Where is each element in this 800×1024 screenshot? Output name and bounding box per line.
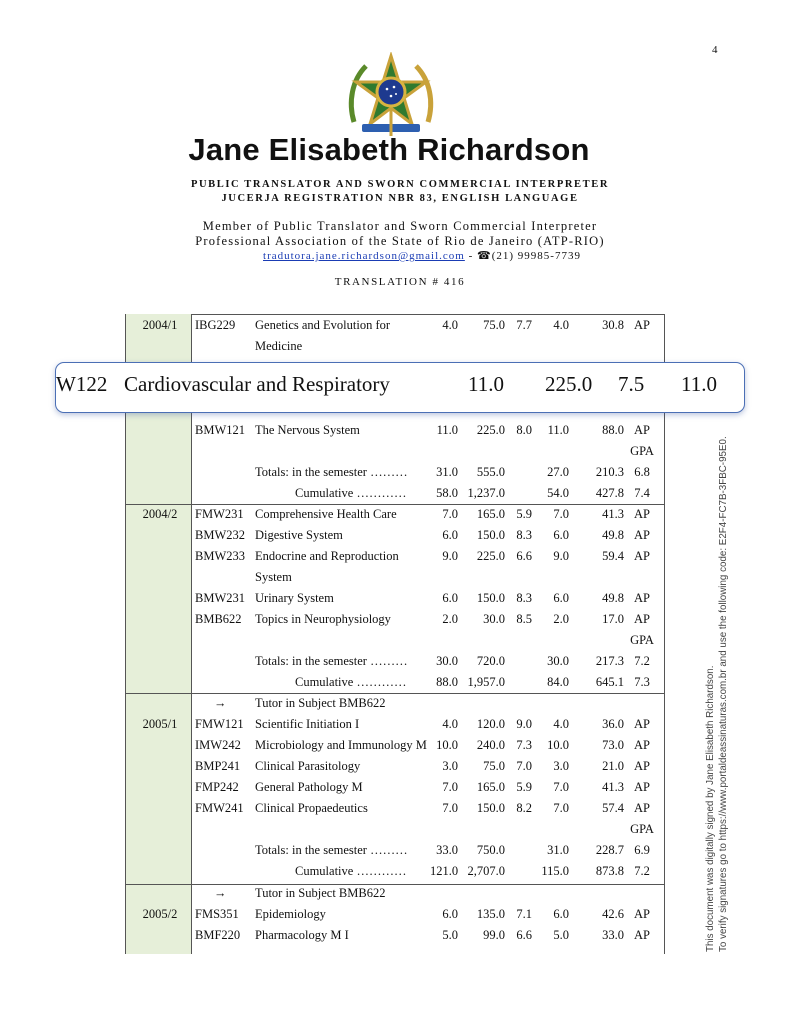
points-cell: 645.1	[595, 675, 624, 689]
hours-cell: 1,957.0	[467, 675, 505, 689]
status-cell: GPA	[630, 444, 654, 458]
course-code-cell: FMP242	[195, 780, 239, 794]
semester-cell: 2004/1	[142, 318, 178, 332]
credits-earned-cell: 30.0	[547, 654, 569, 668]
course-code-cell: BMW233	[195, 549, 245, 563]
credits-cell: 88.0	[436, 675, 458, 689]
credits-earned-cell: 31.0	[547, 843, 569, 857]
subject-cell: Genetics and Evolution for	[255, 318, 391, 332]
credits-earned-cell: 9.0	[553, 549, 569, 563]
credits-cell: 6.0	[442, 591, 458, 605]
credits-earned-cell: 4.0	[553, 717, 569, 731]
course-code-cell: FMW121	[195, 717, 244, 731]
credits-cell: 7.0	[442, 780, 458, 794]
hours-cell: 150.0	[476, 801, 505, 815]
subject-cell: Pharmacology M I	[255, 928, 349, 942]
subject-cell: Cumulative …………	[295, 486, 407, 500]
credits-cell: 58.0	[436, 486, 458, 500]
grade-cell: 8.3	[516, 528, 532, 542]
course-code-cell: BMB622	[195, 612, 242, 626]
subject-cell: Clinical Propaedeutics	[255, 801, 368, 815]
status-cell: GPA	[630, 633, 654, 647]
subject-cell: Totals: in the semester ………	[255, 843, 408, 857]
magnified-code: W122	[56, 372, 108, 396]
status-cell: AP	[634, 528, 650, 542]
points-cell: 873.8	[595, 864, 624, 878]
phone-icon: ☎	[477, 250, 492, 262]
credits-cell: 33.0	[436, 843, 458, 857]
subject-cell: Totals: in the semester ………	[255, 654, 408, 668]
hours-cell: 2,707.0	[467, 864, 505, 878]
course-code-cell: IMW242	[195, 738, 241, 752]
subject-cell: Tutor in Subject BMB622	[255, 696, 386, 710]
magnified-grade: 7.5	[618, 372, 645, 396]
credits-cell: 11.0	[436, 423, 458, 437]
status-cell: 6.8	[634, 465, 650, 479]
contact-line	[0, 249, 800, 262]
semester-cell: 2005/2	[142, 907, 178, 921]
grade-cell: 8.3	[516, 591, 532, 605]
course-code-cell: BMF220	[195, 928, 241, 942]
hours-cell: 750.0	[476, 843, 505, 857]
translator-name: Jane Elisabeth Richardson	[188, 132, 590, 167]
course-code-cell: FMS351	[195, 907, 239, 921]
status-cell: AP	[634, 801, 650, 815]
hours-cell: 240.0	[476, 738, 505, 752]
subject-cell: Cumulative …………	[295, 864, 407, 878]
points-cell: 49.8	[602, 528, 624, 542]
hours-cell: 99.0	[483, 928, 505, 942]
subject-cell: Epidemiology	[255, 907, 326, 921]
credits-cell: 7.0	[442, 507, 458, 521]
credits-cell: 7.0	[442, 801, 458, 815]
translation-number: TRANSLATION # 416	[334, 276, 466, 288]
national-coat-of-arms-seal	[346, 52, 436, 138]
hours-cell: 135.0	[476, 907, 505, 921]
credits-earned-cell: 11.0	[547, 423, 569, 437]
magnified-subject: Cardiovascular and Respiratory	[124, 372, 390, 396]
credits-earned-cell: 3.0	[553, 759, 569, 773]
phone-number: (21) 99985-7739	[491, 250, 581, 262]
credits-earned-cell: 4.0	[553, 318, 569, 332]
subject-cell: Clinical Parasitology	[255, 759, 361, 773]
points-cell: 30.8	[602, 318, 624, 332]
magnified-credits: 11.0	[468, 372, 504, 396]
course-code-cell: IBG229	[195, 318, 236, 332]
points-cell: 228.7	[595, 843, 624, 857]
semester-cell: 2004/2	[142, 507, 178, 521]
subject-cell: Topics in Neurophysiology	[255, 612, 391, 626]
credits-earned-cell: 6.0	[553, 528, 569, 542]
grade-cell: 5.9	[516, 507, 532, 521]
subject-cell: Digestive System	[255, 528, 343, 542]
status-cell: AP	[634, 759, 650, 773]
subject-cell: Urinary System	[255, 591, 334, 605]
status-cell: 7.2	[634, 864, 650, 878]
status-cell: AP	[634, 591, 650, 605]
magnified-hours: 225.0	[545, 372, 593, 396]
membership-line-1: Member of Public Translator and Sworn Commercial Interpreter	[202, 219, 598, 233]
hours-cell: 75.0	[483, 759, 505, 773]
status-cell: AP	[634, 318, 650, 332]
credits-cell: 10.0	[436, 738, 458, 752]
hours-cell: 75.0	[483, 318, 505, 332]
status-cell: AP	[634, 928, 650, 942]
hours-cell: 120.0	[476, 717, 505, 731]
grade-cell: 7.7	[516, 318, 532, 332]
subject-cell: Cumulative …………	[295, 675, 407, 689]
subject-cell: Totals: in the semester ………	[255, 465, 408, 479]
hours-cell: 555.0	[476, 465, 505, 479]
subject-cell: Comprehensive Health Care	[255, 507, 397, 521]
signature-note-line-2: To verify signatures go to https://www.portaldeassinaturas.com.br and use the following code: E2F4-FC7B-3FBC-95E0.	[718, 436, 729, 952]
semester-cell: 2005/1	[142, 717, 178, 731]
grade-cell: 7.0	[516, 759, 532, 773]
course-code-cell: BMW232	[195, 528, 245, 542]
points-cell: 17.0	[602, 612, 624, 626]
status-cell: 6.9	[634, 843, 650, 857]
status-cell: 7.2	[634, 654, 650, 668]
points-cell: 210.3	[595, 465, 624, 479]
points-cell: 33.0	[602, 928, 624, 942]
status-cell: GPA	[630, 822, 654, 836]
subject-cell: Microbiology and Immunology M	[255, 738, 427, 752]
grade-cell: 9.0	[516, 717, 532, 731]
status-cell: AP	[634, 907, 650, 921]
credits-earned-cell: 115.0	[541, 864, 569, 878]
points-cell: 57.4	[602, 801, 624, 815]
points-cell: 42.6	[602, 907, 624, 921]
status-cell: AP	[634, 717, 650, 731]
status-cell: 7.3	[634, 675, 650, 689]
grade-cell: 8.2	[516, 801, 532, 815]
subject-cell: Scientific Initiation I	[255, 717, 360, 731]
subject-cell: Tutor in Subject BMB622	[255, 886, 386, 900]
credits-cell: 6.0	[442, 528, 458, 542]
credits-cell: 3.0	[442, 759, 458, 773]
hours-cell: 1,237.0	[467, 486, 505, 500]
translator-title: PUBLIC TRANSLATOR AND SWORN COMMERCIAL INTERPRETER	[190, 179, 610, 190]
credits-cell: 5.0	[442, 928, 458, 942]
points-cell: 73.0	[602, 738, 624, 752]
credits-cell: 30.0	[436, 654, 458, 668]
grade-cell: 8.0	[516, 423, 532, 437]
credits-earned-cell: 6.0	[553, 907, 569, 921]
subject-cell: System	[255, 570, 292, 584]
status-cell: AP	[634, 549, 650, 563]
hours-cell: 720.0	[476, 654, 505, 668]
credits-cell: 31.0	[436, 465, 458, 479]
subject-cell: Endocrine and Reproduction	[255, 549, 399, 563]
credits-earned-cell: 2.0	[553, 612, 569, 626]
registration-line: JUCERJA REGISTRATION NBR 83, ENGLISH LANGUAGE	[221, 193, 579, 204]
credits-cell: 4.0	[442, 318, 458, 332]
subject-cell: General Pathology M	[255, 780, 363, 794]
hours-cell: 150.0	[476, 528, 505, 542]
status-cell: AP	[634, 738, 650, 752]
course-code-cell: BMW231	[195, 591, 245, 605]
credits-cell: 9.0	[442, 549, 458, 563]
credits-earned-cell: 5.0	[553, 928, 569, 942]
course-code-cell: FMW231	[195, 507, 244, 521]
credits-earned-cell: 10.0	[547, 738, 569, 752]
digital-signature-note	[704, 432, 730, 952]
credits-earned-cell: 7.0	[553, 507, 569, 521]
status-cell: 7.4	[634, 486, 650, 500]
contact-separator: -	[468, 250, 474, 262]
grade-cell: 6.6	[516, 549, 532, 563]
points-cell: 41.3	[602, 507, 624, 521]
points-cell: 21.0	[602, 759, 624, 773]
credits-cell: 121.0	[430, 864, 459, 878]
credits-earned-cell: 54.0	[547, 486, 569, 500]
hours-cell: 225.0	[476, 549, 505, 563]
hours-cell: 225.0	[476, 423, 505, 437]
membership-line-2: Professional Association of the State of Rio de Janeiro (ATP-RIO)	[195, 234, 605, 248]
points-cell: 36.0	[602, 717, 624, 731]
points-cell: 88.0	[602, 423, 624, 437]
status-cell: AP	[634, 507, 650, 521]
signature-note-line-1: This document was digitally signed by Jane Elisabeth Richardson.	[705, 665, 716, 952]
course-code-cell: →	[214, 886, 227, 900]
grade-cell: 5.9	[516, 780, 532, 794]
hours-cell: 165.0	[476, 780, 505, 794]
hours-cell: 150.0	[476, 591, 505, 605]
subject-cell: Medicine	[255, 339, 303, 353]
credits-cell: 4.0	[442, 717, 458, 731]
points-cell: 41.3	[602, 780, 624, 794]
status-cell: AP	[634, 612, 650, 626]
points-cell: 49.8	[602, 591, 624, 605]
grade-cell: 6.6	[516, 928, 532, 942]
page-number: 4	[712, 44, 718, 56]
magnified-row-banner	[55, 362, 745, 413]
credits-earned-cell: 84.0	[547, 675, 569, 689]
course-code-cell: FMW241	[195, 801, 244, 815]
credits-cell: 2.0	[442, 612, 458, 626]
email-link[interactable]: tradutora.jane.richardson@gmail.com	[263, 250, 465, 262]
grade-cell: 7.3	[516, 738, 532, 752]
credits-earned-cell: 7.0	[553, 780, 569, 794]
course-code-cell: BMP241	[195, 759, 241, 773]
grade-cell: 8.5	[516, 612, 532, 626]
status-cell: AP	[634, 423, 650, 437]
magnified-credits-earned: 11.0	[681, 372, 717, 396]
credits-cell: 6.0	[442, 907, 458, 921]
grade-cell: 7.1	[516, 907, 532, 921]
course-code-cell: BMW121	[195, 423, 245, 437]
status-cell: AP	[634, 780, 650, 794]
points-cell: 217.3	[595, 654, 624, 668]
credits-earned-cell: 6.0	[553, 591, 569, 605]
hours-cell: 165.0	[476, 507, 505, 521]
subject-cell: The Nervous System	[255, 423, 360, 437]
credits-earned-cell: 7.0	[553, 801, 569, 815]
credits-earned-cell: 27.0	[547, 465, 569, 479]
points-cell: 427.8	[595, 486, 624, 500]
points-cell: 59.4	[602, 549, 624, 563]
course-code-cell: →	[214, 696, 227, 710]
hours-cell: 30.0	[483, 612, 505, 626]
